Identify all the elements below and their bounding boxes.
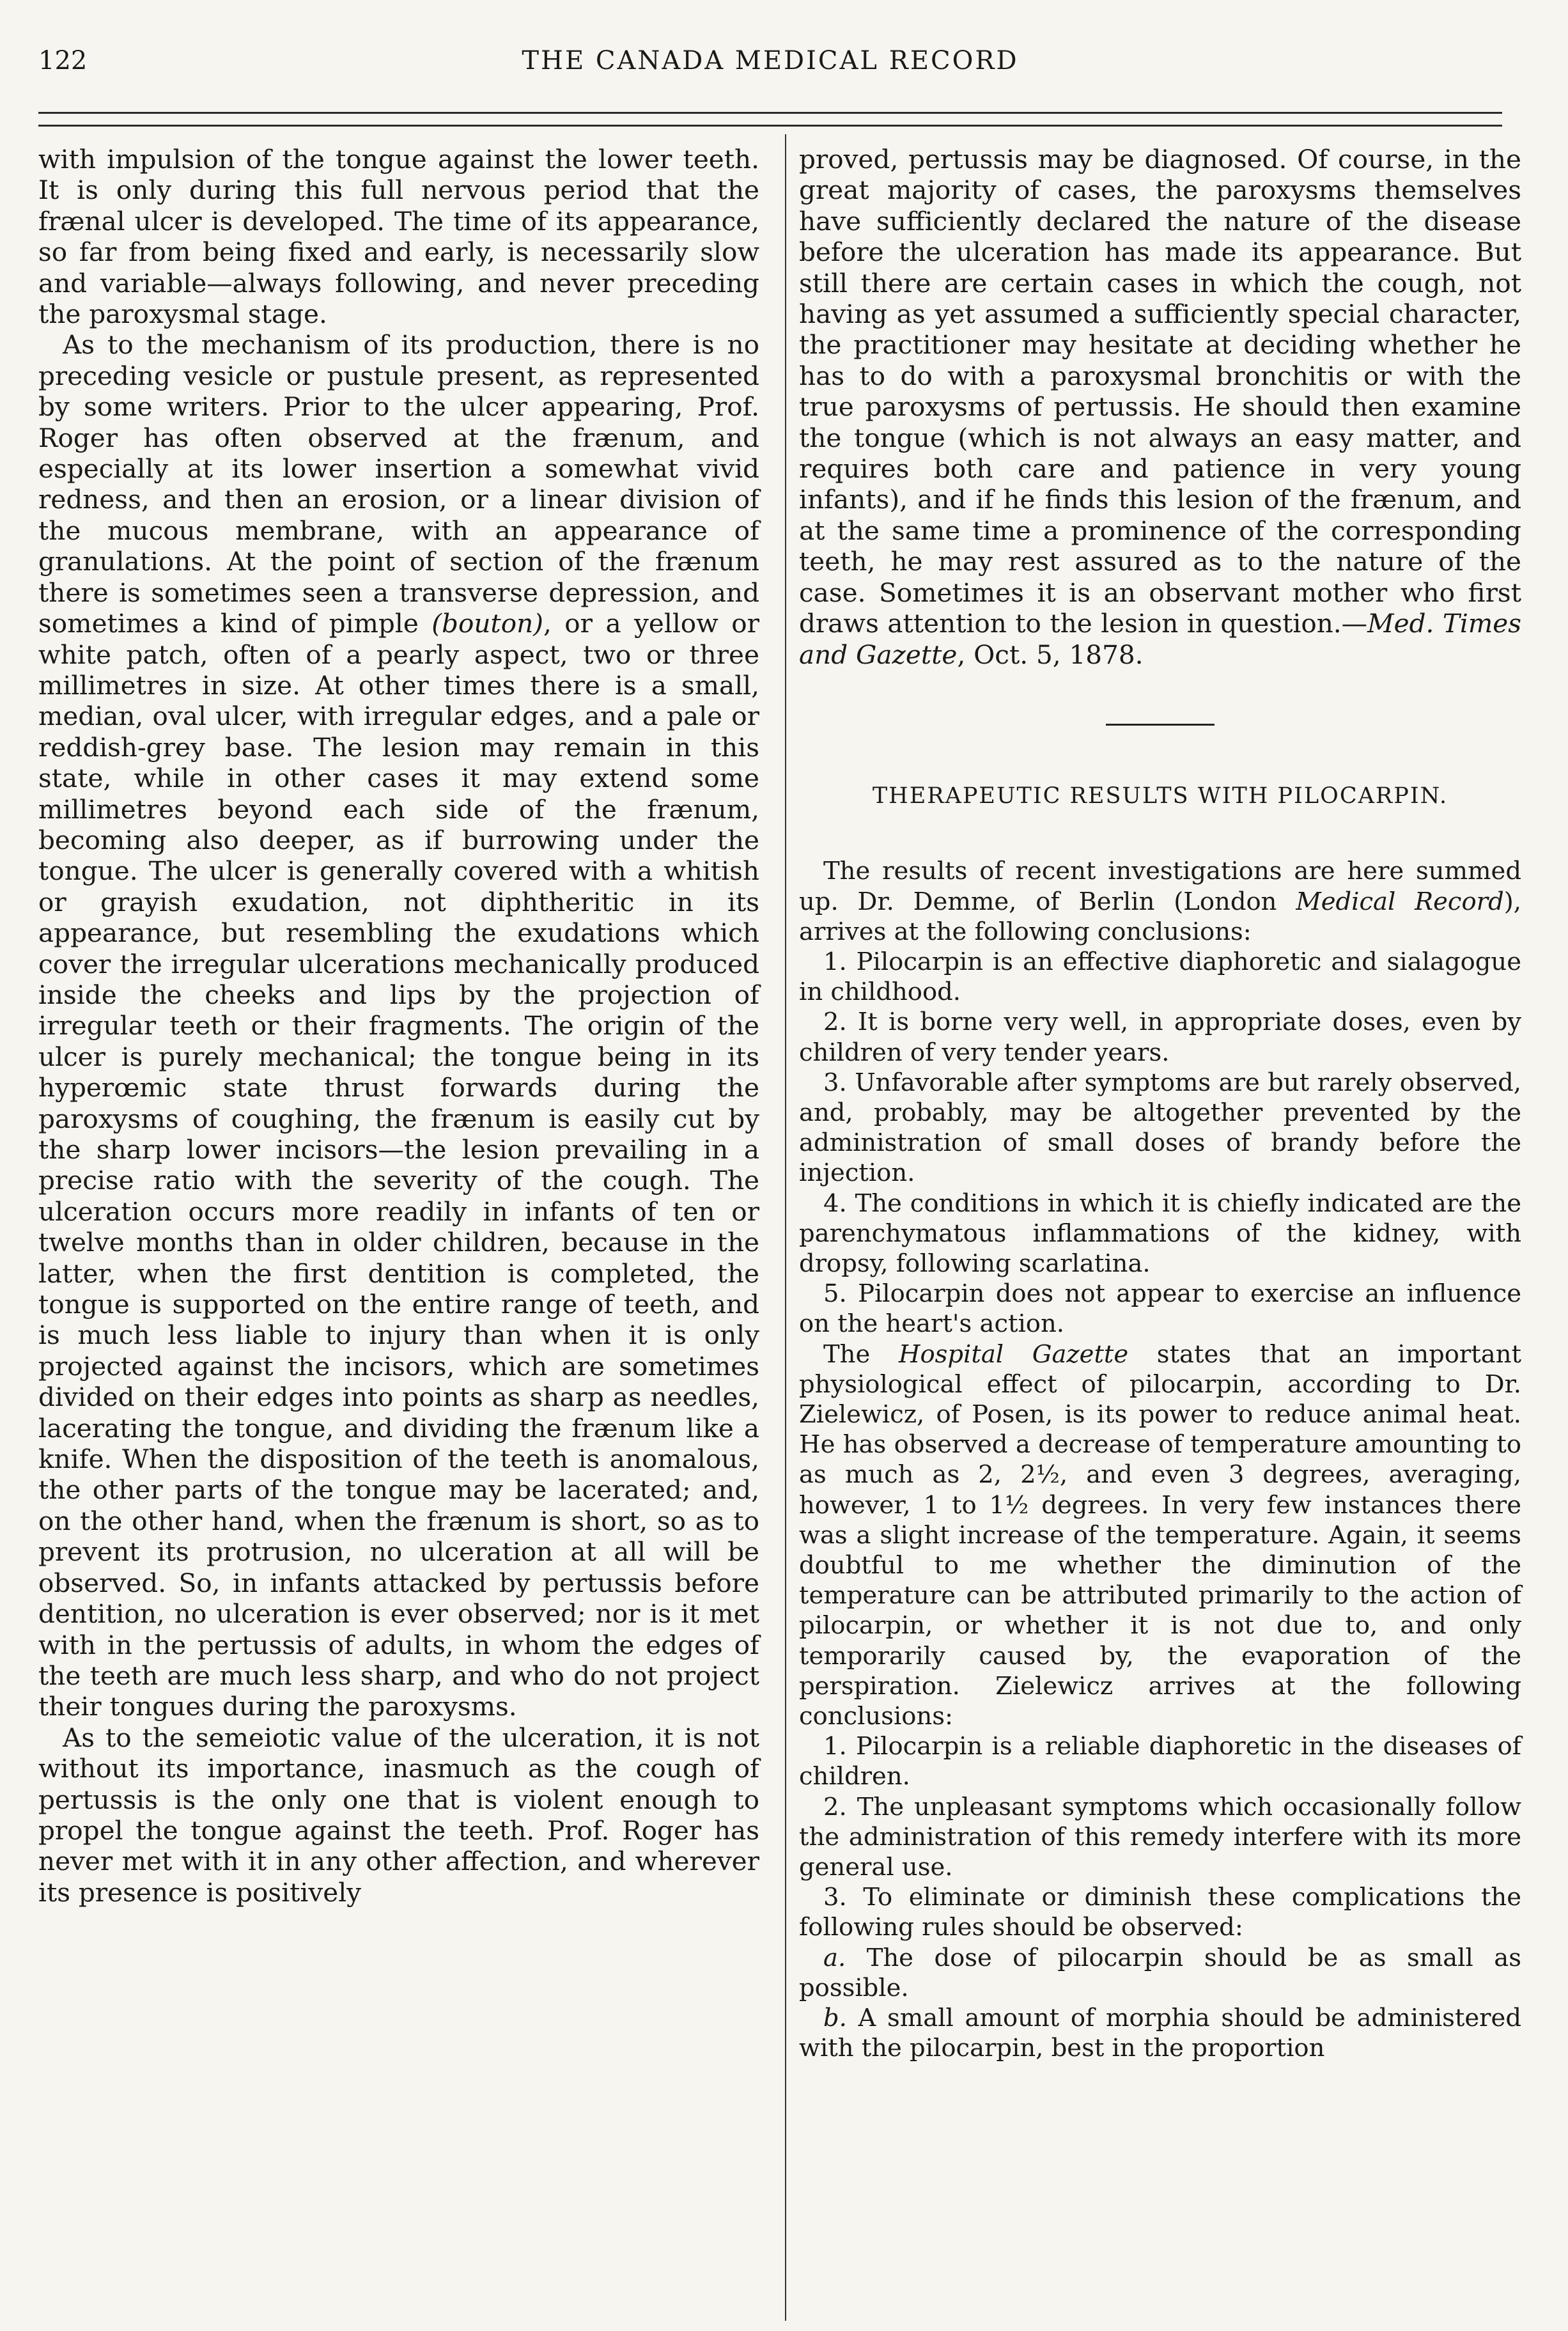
left-paragraph-2-text: As to the mechanism of its production, there is no preceding vesicle or pustule present, as represented by some writers. Prior to the ulcer appearing, Prof. Roger has often observed at the frænum, and especially at its lower insertion a somewhat vivid redness, and then an erosion, or a linear division of the mucous membrane, with an appearance of granulations. At the point of section of the frænum there is sometimes seen a transverse depression, and sometimes a kind of pimple (38, 329, 759, 639)
header-rule-top (38, 112, 1502, 114)
hospital-text-cont: states that an important physiological effect of pilocarpin, according to Dr. Zielewicz, of Posen, is its power to reduce animal heat. He has observed a decrease of temperature amounting to as much as 2, 2½, and even 3 degrees, averaging, however, 1 to 1½ degrees. In very few instances there was a slight increase of the temperature. Again, it seems doubtful to me whether the diminution of the temperature can be attributed primarily to the action of pilocarpin, or whether it is not due to, and only temporarily caused by, the evaporation of the perspiration. Zielewicz arrives at the following conclusions: (799, 1339, 1522, 1731)
zielewicz-item: 1. Pilocarpin is a reliable diaphoretic in the diseases of children. (799, 1732, 1521, 1791)
left-paragraph-2 (38, 329, 759, 1722)
hospital-gazette-paragraph (799, 1339, 1521, 1732)
rule-a-text: The dose of pilocarpin should be as small as possible. (799, 1943, 1521, 2002)
conclusion-item: 1. Pilocarpin is an effective diaphoretic and sialagogue in childhood. (799, 947, 1521, 1007)
left-paragraph-3: As to the semeiotic value of the ulceration, it is not without its importance, inasmuch as the cough of pertussis is the only one that is violent enough to propel the tongue against the teeth. Prof. Roger has never met with it in any other affection, and wherever its presence is positively (38, 1722, 759, 1908)
rule-b-label: b. (823, 2004, 847, 2033)
header-rule-bottom (38, 125, 1502, 127)
section-separator (1106, 724, 1215, 726)
intro-citation: Medical Record (1296, 887, 1504, 916)
rule-a (799, 1943, 1521, 2003)
right-paragraph-1-text: proved, pertussis may be diagnosed. Of course, in the great majority of cases, the paroxysms themselves have sufficiently declared the nature of the disease before the ulceration has made its appearance. But still there are certain cases in which the cough, not having as yet assumed a sufficiently special character, the practitioner may hesitate at deciding whether he has to do with a paroxysmal bronchitis or with the true paroxysms of pertussis. He should then examine the tongue (which is not always an easy matter, and requires both care and patience in very young infants), and if he finds this lesion of the frænum, and at the same time a prominence of the corresponding teeth, he may rest assured as to the nature of the case. Sometimes it is an observant mother who first draws attention to the lesion in question.— (799, 144, 1521, 639)
rule-a-label: a. (823, 1943, 846, 1972)
column-divider (785, 134, 786, 2321)
journal-title: THE CANADA MEDICAL RECORD (522, 46, 1019, 75)
zielewicz-item: 3. To eliminate or diminish these complications the following rules should be observed: (799, 1883, 1521, 1942)
citation-date: , Oct. 5, 1878. (957, 639, 1144, 670)
pilocarpin-article (799, 856, 1521, 2063)
conclusion-item: 5. Pilocarpin does not appear to exercise an influence on the heart's action. (799, 1279, 1521, 1339)
left-column (38, 144, 759, 1908)
conclusion-item: 4. The conditions in which it is chiefly indicated are the parenchymatous inflammations of the kidney, with dropsy, following scarlatina. (799, 1189, 1521, 1278)
left-paragraph-1: with impulsion of the tongue against the lower teeth. It is only during this full nervous period that the frænal ulcer is developed. The time of its appearance, so far from being fixed and early, is necessarily slow and variable—always following, and never preceding the paroxysmal stage. (38, 144, 759, 330)
hospital-text: The (823, 1339, 899, 1369)
citation-source: Med. Times and Gazette (799, 608, 1522, 670)
left-paragraph-2-cont: , or a yellow or white patch, often of a pearly aspect, two or three millimetres in size. At other times there is a small, median, oval ulcer, with irregular edges, and a pale or reddish-grey base. The lesion may remain in this state, while in other cases it may extend some millimetres beyond each side of the frænum, becoming also deeper, as if burrowing under the tongue. The ulcer is generally covered with a whitish or grayish exudation, not diphtheritic in its appearance, but resembling the exudations which cover the irregular ulcerations mechanically produced inside the cheeks and lips by the projection of irregular teeth or their fragments. The origin of the ulcer is purely mechanical; the tongue being in its hyperœmic state thrust forwards during the paroxysms of coughing, the frænum is easily cut by the sharp lower incisors—the lesion prevailing in a precise ratio with the severity of the cough. The ulceration occurs more readily in infants of ten or twelve months than in older children, because in the latter, when the first dentition is completed, the tongue is supported on the entire range of teeth, and is much less liable to injury than when it is only projected against the incisors, which are sometimes divided on their edges into points as sharp as needles, lacerating the tongue, and dividing the frænum like a knife. When the disposition of the teeth is anomalous, the other parts of the tongue may be lacerated; and, on the other hand, when the frænum is short, so as to prevent its protrusion, no ulceration at all will be observed. So, in infants attacked by pertussis before dentition, no ulceration is ever observed; nor is it met with in the pertussis of adults, in whom the edges of the teeth are much less sharp, and who do not project their tongues during the paroxysms. (38, 608, 760, 1722)
page-header (38, 46, 1502, 84)
intro-text: The results of recent investigations are here summed up. Dr. Demme, of Berlin (London (799, 857, 1521, 916)
section-heading: THERAPEUTIC RESULTS WITH PILOCARPIN. (872, 783, 1448, 809)
hospital-citation: Hospital Gazette (898, 1339, 1129, 1369)
right-column (799, 144, 1521, 2063)
conclusion-item: 2. It is borne very well, in appropriate doses, even by children of very tender years. (799, 1008, 1521, 1067)
right-paragraph-1 (799, 144, 1521, 670)
zielewicz-item: 2. The unpleasant symptoms which occasionally follow the administration of this remedy interfere with its more general use. (799, 1792, 1521, 1882)
conclusion-item: 3. Unfavorable after symptoms are but rarely observed, and, probably, may be altogether prevented by the administration of small doses of brandy before the injection. (799, 1068, 1521, 1188)
bouton-term: (bouton) (431, 608, 543, 639)
intro-text-end: ), arrives at the following conclusions: (799, 887, 1521, 946)
page-number: 122 (38, 46, 88, 75)
rule-b (799, 2003, 1521, 2063)
intro-paragraph (799, 856, 1521, 947)
rule-b-text: A small amount of morphia should be administered with the pilocarpin, best in the proportion (799, 2004, 1521, 2063)
